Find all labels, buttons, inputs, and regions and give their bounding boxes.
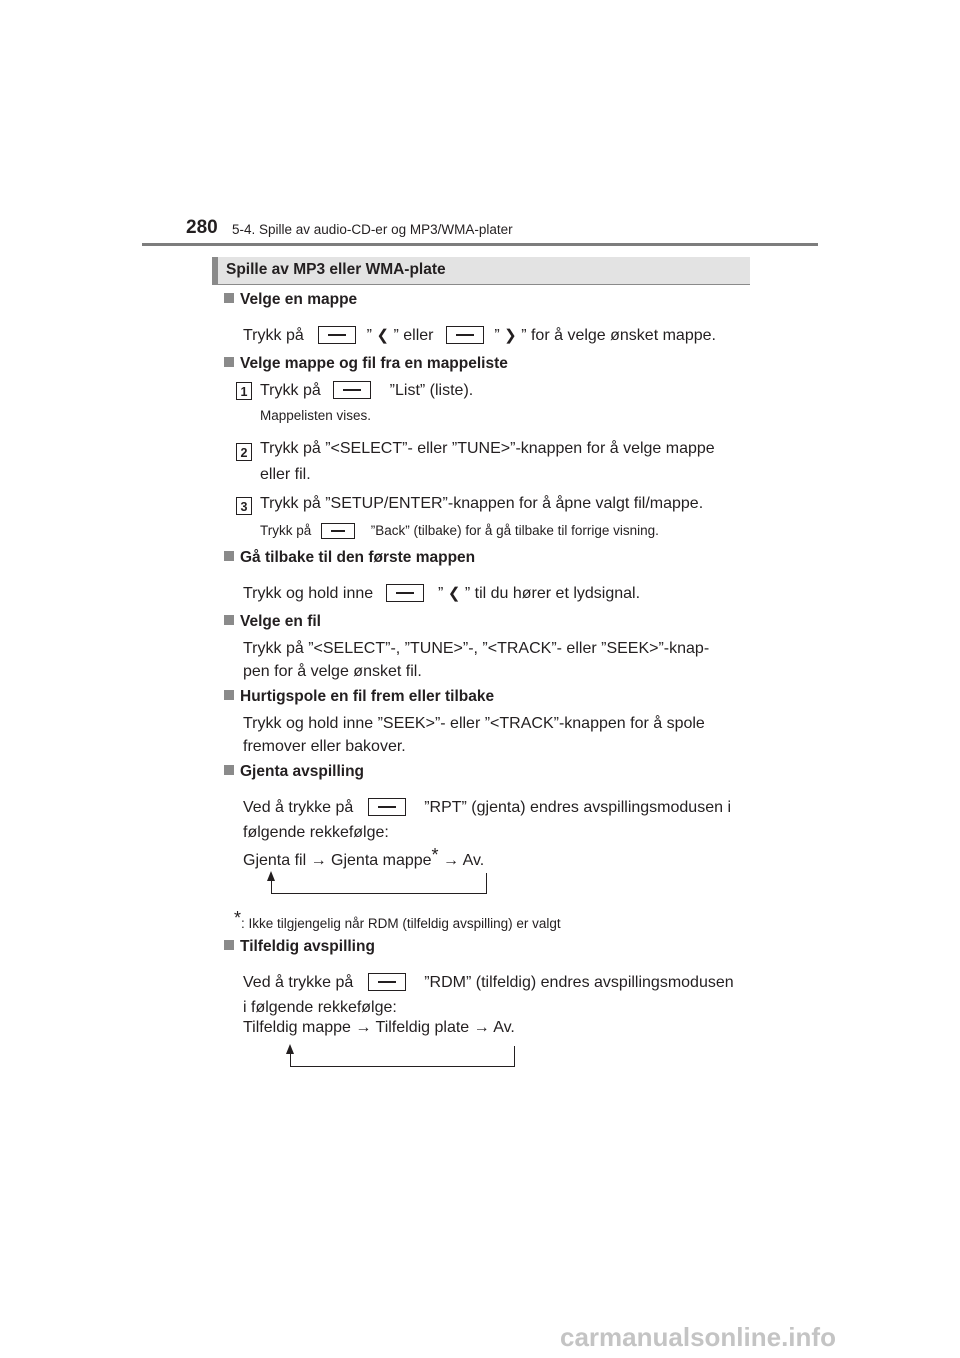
chevron-right-icon: ❯ [504, 327, 517, 344]
bullet-square-icon [224, 940, 234, 950]
heading-random: Tilfeldig avspilling [224, 938, 375, 956]
heading-select-file: Velge en fil [224, 613, 321, 631]
rpt-button-icon [368, 798, 406, 816]
step-number-1: 1 [236, 382, 252, 400]
random-line-2: i følgende rekkefølge: [243, 999, 397, 1016]
folder-down-button-icon [318, 326, 356, 344]
page-number: 280 [186, 217, 218, 238]
bullet-square-icon [224, 551, 234, 561]
bullet-square-icon [224, 357, 234, 367]
back-note: Trykk på ”Back” (tilbake) for å gå tilbake til forrige visning. [260, 523, 659, 538]
heading-repeat: Gjenta avspilling [224, 763, 364, 781]
step2-line-2: eller fil. [260, 466, 311, 483]
section-bar-accent [212, 257, 218, 284]
heading-select-folder: Velge en mappe [224, 291, 357, 309]
step3-text: Trykk på ”SETUP/ENTER”-knappen for å åpne valgt fil/mappe. [260, 495, 704, 512]
select-folder-text: Trykk på ” ❮ ” eller ” ❯ ” for å velge ønsket mappe. [243, 327, 716, 344]
heading-folder-list: Velge mappe og fil fra en mappeliste [224, 355, 508, 373]
repeat-sequence: Gjenta fil → Gjenta mappe* → Av. [243, 845, 485, 869]
step-number-2: 2 [236, 443, 252, 461]
select-file-line-1: Trykk på ”<SELECT”-, ”TUNE>”-, ”<TRACK”- eller ”SEEK>”-knap- [243, 640, 710, 657]
folder-down-hold-button-icon [386, 584, 424, 602]
random-line-1: Ved å trykke på ”RDM” (tilfeldig) endres avspillingsmodusen [243, 974, 734, 991]
repeat-line-2: følgende rekkefølge: [243, 824, 389, 841]
step-number-3: 3 [236, 497, 252, 515]
fast-forward-text [243, 712, 748, 758]
step1-note: Mappelisten vises. [260, 408, 372, 423]
step2-text [260, 437, 750, 486]
section-header [212, 257, 750, 285]
chevron-left-icon: ❮ [447, 585, 461, 602]
list-button-icon [333, 381, 371, 399]
heading-first-folder: Gå tilbake til den første mappen [224, 549, 475, 567]
random-cycle-arrow [290, 1046, 515, 1067]
fast-line-2: fremover eller bakover. [243, 738, 406, 755]
repeat-cycle-arrow [271, 873, 487, 894]
back-button-icon [321, 523, 355, 539]
bullet-square-icon [224, 690, 234, 700]
repeat-line-1: Ved å trykke på ”RPT” (gjenta) endres avspillingsmodusen i [243, 799, 731, 816]
chapter-title: 5-4. Spille av audio-CD-er og MP3/WMA-plater [232, 222, 513, 237]
select-file-line-2: pen for å velge ønsket fil. [243, 663, 422, 680]
step1-text: Trykk på ”List” (liste). [260, 382, 474, 399]
heading-fast-forward: Hurtigspole en fil frem eller tilbake [224, 688, 494, 706]
watermark: carmanualsonline.info [560, 1322, 836, 1352]
random-sequence: Tilfeldig mappe → Tilfeldig plate → Av. [243, 1019, 515, 1036]
bullet-square-icon [224, 293, 234, 303]
fast-line-1: Trykk og hold inne ”SEEK>”- eller ”<TRACK”-knappen for å spole [243, 715, 705, 732]
step2-line-1: Trykk på ”<SELECT”- eller ”TUNE>”-knappen for å velge mappe [260, 440, 715, 457]
footnote: *: Ikke tilgjengelig når RDM (tilfeldig avspilling) er valgt [234, 908, 561, 931]
folder-up-button-icon [446, 326, 484, 344]
first-folder-text: Trykk og hold inne ” ❮ ” til du hører et lydsignal. [243, 585, 641, 602]
chevron-left-icon: ❮ [376, 327, 390, 344]
bullet-square-icon [224, 765, 234, 775]
rdm-button-icon [368, 973, 406, 991]
select-file-text [243, 637, 748, 683]
section-title: Spille av MP3 eller WMA-plate [226, 261, 446, 278]
bullet-square-icon [224, 615, 234, 625]
header-rule [142, 243, 818, 246]
